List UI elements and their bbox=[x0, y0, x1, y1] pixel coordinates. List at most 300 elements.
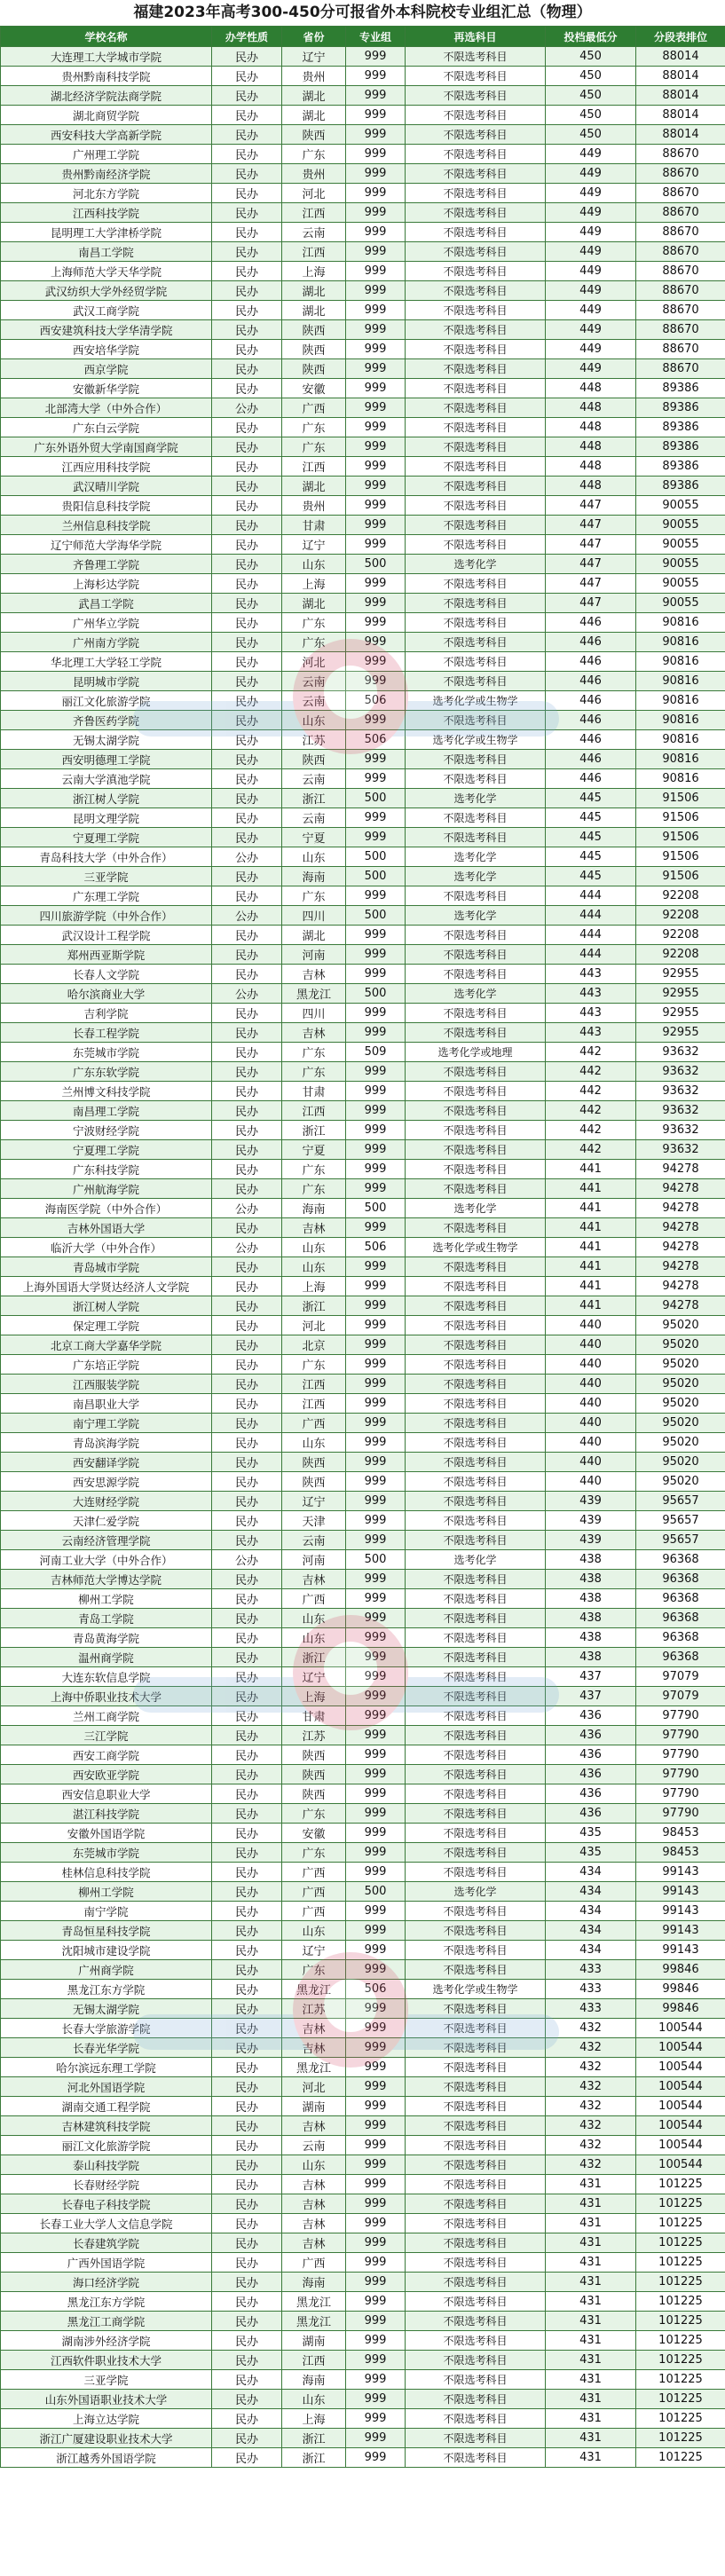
rank-cell: 92208 bbox=[636, 926, 725, 945]
province-cell: 陕西 bbox=[282, 125, 346, 145]
elective-cell: 不限选考科目 bbox=[406, 2175, 546, 2194]
rank-cell: 91506 bbox=[636, 867, 725, 886]
table-row bbox=[1, 1550, 725, 1570]
major-group-cell: 999 bbox=[346, 1433, 406, 1453]
rank-cell: 101225 bbox=[636, 2194, 725, 2214]
province-cell: 河北 bbox=[282, 184, 346, 203]
major-group-cell: 999 bbox=[346, 2351, 406, 2370]
rank-cell: 95657 bbox=[636, 1492, 725, 1511]
province-cell: 广东 bbox=[282, 145, 346, 164]
min-score-cell: 444 bbox=[546, 906, 636, 926]
rank-cell: 92955 bbox=[636, 1023, 725, 1043]
school-name-cell: 吉林师范大学博达学院 bbox=[1, 1570, 212, 1589]
rank-cell: 101225 bbox=[636, 2292, 725, 2312]
school-name-cell: 北部湾大学（中外合作） bbox=[1, 398, 212, 418]
province-cell: 陕西 bbox=[282, 1765, 346, 1784]
ownership-cell: 民办 bbox=[212, 418, 282, 437]
elective-cell: 不限选考科目 bbox=[406, 2214, 546, 2233]
elective-cell: 不限选考科目 bbox=[406, 1687, 546, 1706]
rank-cell: 101225 bbox=[636, 2312, 725, 2331]
elective-cell: 不限选考科目 bbox=[406, 1726, 546, 1745]
elective-cell: 不限选考科目 bbox=[406, 203, 546, 223]
table-header-row bbox=[1, 27, 725, 47]
province-cell: 江苏 bbox=[282, 1726, 346, 1745]
table-row bbox=[1, 1277, 725, 1296]
rank-cell: 100544 bbox=[636, 2038, 725, 2058]
ownership-cell: 民办 bbox=[212, 1492, 282, 1511]
elective-cell: 选考化学 bbox=[406, 906, 546, 926]
province-cell: 山东 bbox=[282, 1628, 346, 1648]
elective-cell: 不限选考科目 bbox=[406, 1824, 546, 1843]
table-row bbox=[1, 2409, 725, 2429]
rank-cell: 88014 bbox=[636, 125, 725, 145]
major-group-cell: 999 bbox=[346, 496, 406, 516]
table-row bbox=[1, 1335, 725, 1355]
table-row bbox=[1, 359, 725, 379]
table-row bbox=[1, 672, 725, 691]
table-row bbox=[1, 281, 725, 301]
school-name-cell: 齐鲁理工学院 bbox=[1, 555, 212, 574]
table-row bbox=[1, 613, 725, 633]
min-score-cell: 432 bbox=[546, 2038, 636, 2058]
elective-cell: 不限选考科目 bbox=[406, 1472, 546, 1492]
elective-cell: 不限选考科目 bbox=[406, 2370, 546, 2390]
min-score-cell: 432 bbox=[546, 2077, 636, 2097]
ownership-cell: 民办 bbox=[212, 457, 282, 477]
min-score-cell: 444 bbox=[546, 886, 636, 906]
table-row bbox=[1, 1160, 725, 1179]
province-cell: 河南 bbox=[282, 1550, 346, 1570]
min-score-cell: 450 bbox=[546, 125, 636, 145]
rank-cell: 100544 bbox=[636, 2155, 725, 2175]
ownership-cell: 民办 bbox=[212, 2038, 282, 2058]
min-score-cell: 432 bbox=[546, 2019, 636, 2038]
school-name-cell: 河北东方学院 bbox=[1, 184, 212, 203]
school-name-cell: 江西科技学院 bbox=[1, 203, 212, 223]
rank-cell: 100544 bbox=[636, 2116, 725, 2136]
header-elective-subjects: 再选科目 bbox=[406, 27, 546, 47]
province-cell: 河北 bbox=[282, 2077, 346, 2097]
province-cell: 广西 bbox=[282, 1589, 346, 1609]
elective-cell: 不限选考科目 bbox=[406, 67, 546, 86]
elective-cell: 不限选考科目 bbox=[406, 2155, 546, 2175]
school-name-cell: 浙江广厦建设职业技术大学 bbox=[1, 2429, 212, 2448]
school-name-cell: 上海外国语大学贤达经济人文学院 bbox=[1, 1277, 212, 1296]
province-cell: 陕西 bbox=[282, 1472, 346, 1492]
school-name-cell: 上海立达学院 bbox=[1, 2409, 212, 2429]
major-group-cell: 999 bbox=[346, 1179, 406, 1199]
major-group-cell: 999 bbox=[346, 379, 406, 398]
table-row bbox=[1, 1531, 725, 1550]
elective-cell: 不限选考科目 bbox=[406, 672, 546, 691]
ownership-cell: 民办 bbox=[212, 262, 282, 281]
ownership-cell: 民办 bbox=[212, 2448, 282, 2468]
rank-cell: 89386 bbox=[636, 477, 725, 496]
elective-cell: 不限选考科目 bbox=[406, 886, 546, 906]
school-name-cell: 温州商学院 bbox=[1, 1648, 212, 1667]
table-row bbox=[1, 164, 725, 184]
rank-cell: 97790 bbox=[636, 1804, 725, 1824]
elective-cell: 不限选考科目 bbox=[406, 457, 546, 477]
ownership-cell: 民办 bbox=[212, 1101, 282, 1121]
school-name-cell: 浙江树人学院 bbox=[1, 1296, 212, 1316]
rank-cell: 99143 bbox=[636, 1921, 725, 1941]
rank-cell: 94278 bbox=[636, 1257, 725, 1277]
elective-cell: 选考化学 bbox=[406, 555, 546, 574]
min-score-cell: 435 bbox=[546, 1824, 636, 1843]
major-group-cell: 999 bbox=[346, 1472, 406, 1492]
min-score-cell: 449 bbox=[546, 203, 636, 223]
school-name-cell: 黑龙江工商学院 bbox=[1, 2312, 212, 2331]
school-name-cell: 湛江科技学院 bbox=[1, 1804, 212, 1824]
school-name-cell: 湖南涉外经济学院 bbox=[1, 2331, 212, 2351]
province-cell: 云南 bbox=[282, 672, 346, 691]
major-group-cell: 999 bbox=[346, 320, 406, 340]
table-row bbox=[1, 1453, 725, 1472]
table-row bbox=[1, 379, 725, 398]
school-name-cell: 丽江文化旅游学院 bbox=[1, 2136, 212, 2155]
major-group-cell: 999 bbox=[346, 1648, 406, 1667]
province-cell: 吉林 bbox=[282, 2175, 346, 2194]
major-group-cell: 500 bbox=[346, 984, 406, 1004]
elective-cell: 不限选考科目 bbox=[406, 1257, 546, 1277]
school-name-cell: 南昌工学院 bbox=[1, 242, 212, 262]
province-cell: 云南 bbox=[282, 691, 346, 711]
rank-cell: 99846 bbox=[636, 1999, 725, 2019]
province-cell: 江西 bbox=[282, 1394, 346, 1414]
province-cell: 贵州 bbox=[282, 67, 346, 86]
min-score-cell: 437 bbox=[546, 1687, 636, 1706]
ownership-cell: 民办 bbox=[212, 301, 282, 320]
province-cell: 山东 bbox=[282, 1257, 346, 1277]
school-name-cell: 广东理工学院 bbox=[1, 886, 212, 906]
table-row bbox=[1, 1375, 725, 1394]
rank-cell: 95020 bbox=[636, 1414, 725, 1433]
table-row bbox=[1, 398, 725, 418]
major-group-cell: 999 bbox=[346, 2409, 406, 2429]
ownership-cell: 民办 bbox=[212, 2331, 282, 2351]
school-name-cell: 安徽外国语学院 bbox=[1, 1824, 212, 1843]
rank-cell: 93632 bbox=[636, 1140, 725, 1160]
min-score-cell: 434 bbox=[546, 1921, 636, 1941]
rank-cell: 97790 bbox=[636, 1726, 725, 1745]
major-group-cell: 999 bbox=[346, 1121, 406, 1140]
elective-cell: 不限选考科目 bbox=[406, 437, 546, 457]
province-cell: 浙江 bbox=[282, 1648, 346, 1667]
province-cell: 山东 bbox=[282, 2155, 346, 2175]
province-cell: 辽宁 bbox=[282, 1667, 346, 1687]
min-score-cell: 440 bbox=[546, 1316, 636, 1335]
school-name-cell: 吉利学院 bbox=[1, 1004, 212, 1023]
province-cell: 吉林 bbox=[282, 2038, 346, 2058]
ownership-cell: 民办 bbox=[212, 2273, 282, 2292]
ownership-cell: 民办 bbox=[212, 106, 282, 125]
province-cell: 海南 bbox=[282, 1199, 346, 1218]
min-score-cell: 431 bbox=[546, 2448, 636, 2468]
table-row bbox=[1, 67, 725, 86]
min-score-cell: 440 bbox=[546, 1355, 636, 1375]
province-cell: 广东 bbox=[282, 1960, 346, 1980]
ownership-cell: 民办 bbox=[212, 652, 282, 672]
min-score-cell: 431 bbox=[546, 2273, 636, 2292]
province-cell: 辽宁 bbox=[282, 1941, 346, 1960]
rank-cell: 97790 bbox=[636, 1765, 725, 1784]
rank-cell: 95020 bbox=[636, 1394, 725, 1414]
min-score-cell: 441 bbox=[546, 1257, 636, 1277]
rank-cell: 95657 bbox=[636, 1531, 725, 1550]
min-score-cell: 431 bbox=[546, 2370, 636, 2390]
table-row bbox=[1, 145, 725, 164]
min-score-cell: 438 bbox=[546, 1648, 636, 1667]
province-cell: 黑龙江 bbox=[282, 2312, 346, 2331]
major-group-cell: 999 bbox=[346, 2312, 406, 2331]
major-group-cell: 999 bbox=[346, 1531, 406, 1550]
elective-cell: 不限选考科目 bbox=[406, 1570, 546, 1589]
ownership-cell: 民办 bbox=[212, 886, 282, 906]
rank-cell: 101225 bbox=[636, 2351, 725, 2370]
table-row bbox=[1, 1140, 725, 1160]
ownership-cell: 民办 bbox=[212, 808, 282, 828]
table-row bbox=[1, 1062, 725, 1082]
major-group-cell: 999 bbox=[346, 2448, 406, 2468]
major-group-cell: 999 bbox=[346, 106, 406, 125]
major-group-cell: 999 bbox=[346, 223, 406, 242]
province-cell: 黑龙江 bbox=[282, 2058, 346, 2077]
rank-cell: 90816 bbox=[636, 769, 725, 789]
min-score-cell: 432 bbox=[546, 2058, 636, 2077]
min-score-cell: 448 bbox=[546, 379, 636, 398]
header-ownership: 办学性质 bbox=[212, 27, 282, 47]
province-cell: 河北 bbox=[282, 1316, 346, 1335]
rank-cell: 100544 bbox=[636, 2136, 725, 2155]
table-row bbox=[1, 516, 725, 535]
province-cell: 江苏 bbox=[282, 730, 346, 750]
province-cell: 河北 bbox=[282, 652, 346, 672]
school-name-cell: 广西外国语学院 bbox=[1, 2253, 212, 2273]
rank-cell: 88670 bbox=[636, 203, 725, 223]
table-row bbox=[1, 2097, 725, 2116]
min-score-cell: 432 bbox=[546, 2116, 636, 2136]
school-name-cell: 浙江越秀外国语学院 bbox=[1, 2448, 212, 2468]
rank-cell: 88014 bbox=[636, 86, 725, 106]
school-name-cell: 湖南交通工程学院 bbox=[1, 2097, 212, 2116]
major-group-cell: 506 bbox=[346, 730, 406, 750]
elective-cell: 不限选考科目 bbox=[406, 320, 546, 340]
min-score-cell: 438 bbox=[546, 1589, 636, 1609]
rank-cell: 90055 bbox=[636, 555, 725, 574]
ownership-cell: 民办 bbox=[212, 2136, 282, 2155]
province-cell: 云南 bbox=[282, 1531, 346, 1550]
rank-cell: 88670 bbox=[636, 281, 725, 301]
elective-cell: 不限选考科目 bbox=[406, 1160, 546, 1179]
min-score-cell: 441 bbox=[546, 1179, 636, 1199]
ownership-cell: 民办 bbox=[212, 2312, 282, 2331]
school-name-cell: 北京工商大学嘉华学院 bbox=[1, 1335, 212, 1355]
province-cell: 广东 bbox=[282, 1160, 346, 1179]
elective-cell: 不限选考科目 bbox=[406, 1745, 546, 1765]
major-group-cell: 999 bbox=[346, 47, 406, 67]
min-score-cell: 440 bbox=[546, 1453, 636, 1472]
ownership-cell: 民办 bbox=[212, 125, 282, 145]
province-cell: 广东 bbox=[282, 886, 346, 906]
elective-cell: 不限选考科目 bbox=[406, 1335, 546, 1355]
ownership-cell: 民办 bbox=[212, 1667, 282, 1687]
table-row bbox=[1, 203, 725, 223]
major-group-cell: 999 bbox=[346, 1140, 406, 1160]
major-group-cell: 999 bbox=[346, 125, 406, 145]
rank-cell: 98453 bbox=[636, 1843, 725, 1863]
major-group-cell: 999 bbox=[346, 1511, 406, 1531]
min-score-cell: 442 bbox=[546, 1062, 636, 1082]
elective-cell: 不限选考科目 bbox=[406, 86, 546, 106]
ownership-cell: 民办 bbox=[212, 633, 282, 652]
major-group-cell: 999 bbox=[346, 242, 406, 262]
major-group-cell: 999 bbox=[346, 1062, 406, 1082]
major-group-cell: 999 bbox=[346, 1023, 406, 1043]
rank-cell: 92955 bbox=[636, 1004, 725, 1023]
rank-cell: 96368 bbox=[636, 1648, 725, 1667]
school-name-cell: 柳州工学院 bbox=[1, 1589, 212, 1609]
ownership-cell: 民办 bbox=[212, 145, 282, 164]
elective-cell: 不限选考科目 bbox=[406, 2331, 546, 2351]
school-name-cell: 安徽新华学院 bbox=[1, 379, 212, 398]
rank-cell: 90816 bbox=[636, 730, 725, 750]
province-cell: 浙江 bbox=[282, 1296, 346, 1316]
province-cell: 广东 bbox=[282, 418, 346, 437]
table-row bbox=[1, 1316, 725, 1335]
rank-cell: 88014 bbox=[636, 106, 725, 125]
ownership-cell: 民办 bbox=[212, 2058, 282, 2077]
elective-cell: 不限选考科目 bbox=[406, 1023, 546, 1043]
ownership-cell: 民办 bbox=[212, 965, 282, 984]
table-row bbox=[1, 1609, 725, 1628]
table-row bbox=[1, 1218, 725, 1238]
rank-cell: 98453 bbox=[636, 1824, 725, 1843]
table-row bbox=[1, 2448, 725, 2468]
elective-cell: 不限选考科目 bbox=[406, 242, 546, 262]
min-score-cell: 446 bbox=[546, 691, 636, 711]
major-group-cell: 999 bbox=[346, 2214, 406, 2233]
table-row bbox=[1, 1355, 725, 1375]
rank-cell: 99143 bbox=[636, 1863, 725, 1882]
table-row bbox=[1, 1511, 725, 1531]
table-row bbox=[1, 945, 725, 965]
major-group-cell: 999 bbox=[346, 2097, 406, 2116]
rank-cell: 97790 bbox=[636, 1745, 725, 1765]
min-score-cell: 431 bbox=[546, 2429, 636, 2448]
rank-cell: 99143 bbox=[636, 1902, 725, 1921]
major-group-cell: 999 bbox=[346, 1394, 406, 1414]
province-cell: 云南 bbox=[282, 769, 346, 789]
school-name-cell: 郑州西亚斯学院 bbox=[1, 945, 212, 965]
table-row bbox=[1, 730, 725, 750]
table-row bbox=[1, 574, 725, 594]
ownership-cell: 公办 bbox=[212, 847, 282, 867]
province-cell: 广西 bbox=[282, 1414, 346, 1433]
province-cell: 广西 bbox=[282, 398, 346, 418]
school-name-cell: 江西应用科技学院 bbox=[1, 457, 212, 477]
major-group-cell: 999 bbox=[346, 1414, 406, 1433]
table-row bbox=[1, 2253, 725, 2273]
ownership-cell: 民办 bbox=[212, 2233, 282, 2253]
min-score-cell: 432 bbox=[546, 2155, 636, 2175]
province-cell: 广东 bbox=[282, 1179, 346, 1199]
province-cell: 江西 bbox=[282, 457, 346, 477]
school-name-cell: 南宁理工学院 bbox=[1, 1414, 212, 1433]
elective-cell: 不限选考科目 bbox=[406, 2409, 546, 2429]
table-row bbox=[1, 847, 725, 867]
major-group-cell: 999 bbox=[346, 1999, 406, 2019]
min-score-cell: 436 bbox=[546, 1765, 636, 1784]
major-group-cell: 999 bbox=[346, 2058, 406, 2077]
min-score-cell: 438 bbox=[546, 1550, 636, 1570]
ownership-cell: 民办 bbox=[212, 1843, 282, 1863]
elective-cell: 选考化学 bbox=[406, 847, 546, 867]
school-name-cell: 华北理工大学轻工学院 bbox=[1, 652, 212, 672]
rank-cell: 88670 bbox=[636, 164, 725, 184]
elective-cell: 不限选考科目 bbox=[406, 145, 546, 164]
table-row bbox=[1, 1882, 725, 1902]
ownership-cell: 民办 bbox=[212, 691, 282, 711]
elective-cell: 选考化学 bbox=[406, 1199, 546, 1218]
min-score-cell: 446 bbox=[546, 711, 636, 730]
ownership-cell: 民办 bbox=[212, 1296, 282, 1316]
school-name-cell: 柳州工学院 bbox=[1, 1882, 212, 1902]
min-score-cell: 442 bbox=[546, 1043, 636, 1062]
province-cell: 广东 bbox=[282, 613, 346, 633]
table-row bbox=[1, 47, 725, 67]
major-group-cell: 506 bbox=[346, 1980, 406, 1999]
major-group-cell: 999 bbox=[346, 2116, 406, 2136]
min-score-cell: 449 bbox=[546, 242, 636, 262]
school-name-cell: 桂林信息科技学院 bbox=[1, 1863, 212, 1882]
rank-cell: 97790 bbox=[636, 1784, 725, 1804]
min-score-cell: 441 bbox=[546, 1238, 636, 1257]
elective-cell: 不限选考科目 bbox=[406, 2448, 546, 2468]
elective-cell: 不限选考科目 bbox=[406, 516, 546, 535]
province-cell: 云南 bbox=[282, 2136, 346, 2155]
min-score-cell: 436 bbox=[546, 1706, 636, 1726]
rank-cell: 101225 bbox=[636, 2409, 725, 2429]
elective-cell: 不限选考科目 bbox=[406, 1355, 546, 1375]
province-cell: 四川 bbox=[282, 1004, 346, 1023]
ownership-cell: 民办 bbox=[212, 867, 282, 886]
province-cell: 浙江 bbox=[282, 2448, 346, 2468]
school-name-cell: 青岛科技大学（中外合作） bbox=[1, 847, 212, 867]
rank-cell: 89386 bbox=[636, 437, 725, 457]
school-name-cell: 大连理工大学城市学院 bbox=[1, 47, 212, 67]
ownership-cell: 民办 bbox=[212, 1277, 282, 1296]
major-group-cell: 500 bbox=[346, 906, 406, 926]
school-name-cell: 东莞城市学院 bbox=[1, 1043, 212, 1062]
table-row bbox=[1, 2019, 725, 2038]
elective-cell: 不限选考科目 bbox=[406, 1414, 546, 1433]
min-score-cell: 439 bbox=[546, 1492, 636, 1511]
major-group-cell: 999 bbox=[346, 1355, 406, 1375]
min-score-cell: 441 bbox=[546, 1296, 636, 1316]
school-name-cell: 西安明德理工学院 bbox=[1, 750, 212, 769]
major-group-cell: 999 bbox=[346, 1589, 406, 1609]
min-score-cell: 442 bbox=[546, 1082, 636, 1101]
rank-cell: 89386 bbox=[636, 398, 725, 418]
major-group-cell: 999 bbox=[346, 1667, 406, 1687]
min-score-cell: 448 bbox=[546, 457, 636, 477]
min-score-cell: 449 bbox=[546, 359, 636, 379]
elective-cell: 不限选考科目 bbox=[406, 2273, 546, 2292]
elective-cell: 不限选考科目 bbox=[406, 496, 546, 516]
min-score-cell: 450 bbox=[546, 67, 636, 86]
ownership-cell: 民办 bbox=[212, 164, 282, 184]
